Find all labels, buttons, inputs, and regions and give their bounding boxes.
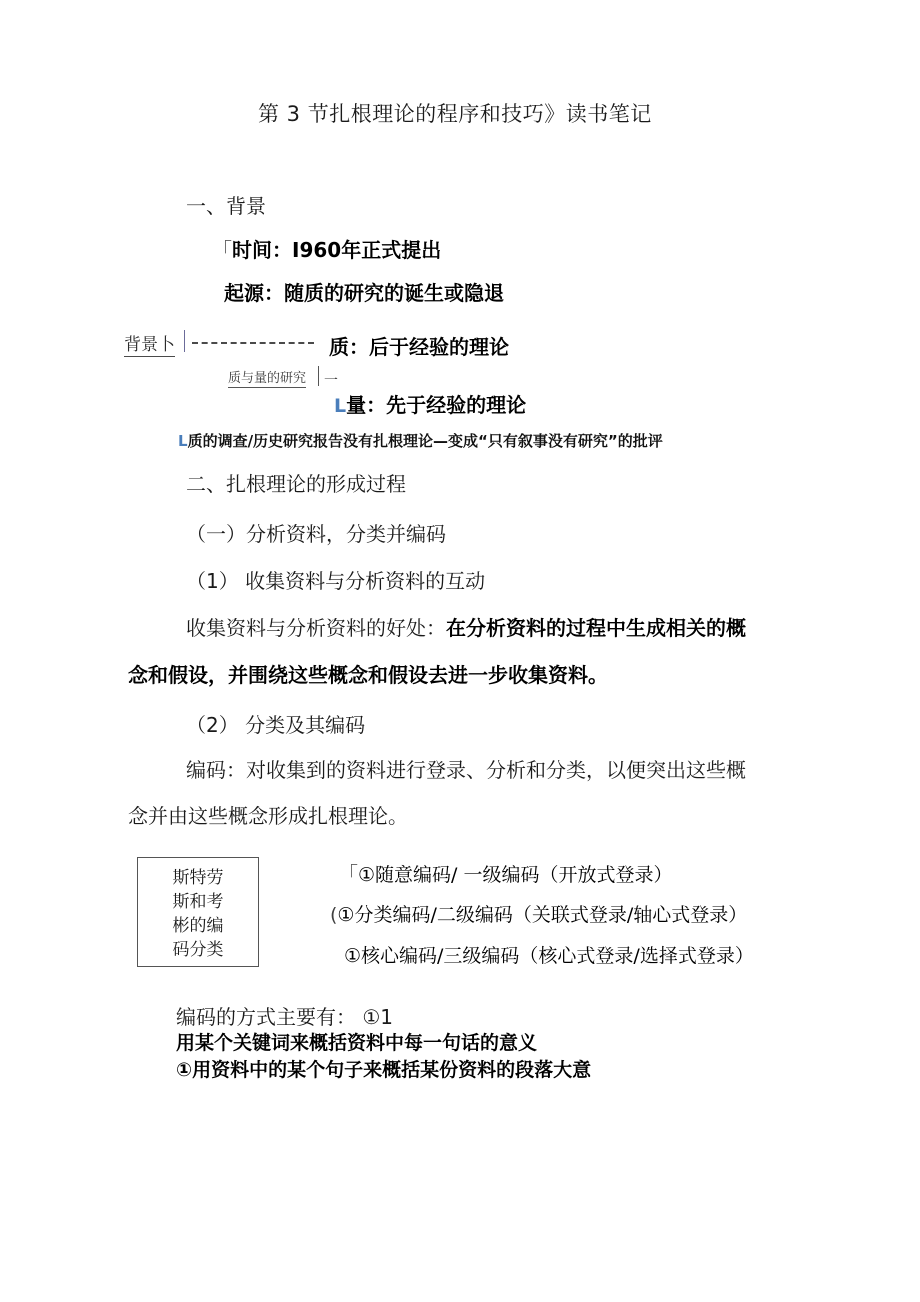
- benefit-prefix: 收集资料与分析资料的好处：: [186, 616, 446, 640]
- diagram-sub-vertical-bar: [318, 366, 319, 386]
- coding-level-1-row: [338, 858, 672, 887]
- coding-definition-line1: 编码：对收集到的资料进行登录、分析和分类，以便突出这些概: [186, 758, 746, 782]
- sub-heading-analyze-data: （一）分析资料，分类并编码: [186, 522, 446, 546]
- box-line-1: 斯特劳: [172, 868, 224, 888]
- diagram-sub-label: 质与量的研究: [228, 367, 306, 388]
- diagram-dashed-connector: [192, 342, 314, 344]
- paren-glyph-icon: (: [330, 904, 338, 926]
- coding-definition-line2: 念并由这些概念形成扎根理论。: [128, 804, 408, 828]
- corner-bracket-icon-2: 「: [338, 862, 358, 886]
- diagram-quantitative-row: [334, 389, 526, 418]
- diagram-critique-row: [178, 430, 663, 451]
- coding-level-2-row: [330, 900, 747, 927]
- coding-level-2: ①分类编码/二级编码（关联式登录/轴心式登录）: [337, 904, 748, 926]
- coding-level-3: ①核心编码/三级编码（核心式登录/选择式登录）: [344, 945, 754, 967]
- corner-l-icon-small: L: [178, 432, 188, 450]
- diagram-quantitative-line: 量：先于经验的理论: [346, 393, 527, 417]
- section-two-heading: 二、扎根理论的形成过程: [186, 472, 406, 496]
- box-line-4: 码分类: [172, 940, 224, 960]
- strauss-corbin-box-text: [138, 866, 258, 962]
- coding-method-1: 用某个关键词来概括资料中每一句话的意义: [176, 1032, 538, 1054]
- corner-bracket-icon: 「: [212, 238, 232, 262]
- corner-l-icon: L: [334, 395, 347, 417]
- diagram-critique-line: 质的调查/历史研究报告没有扎根理论—变成“只有叙事没有研究”的批评: [187, 432, 663, 450]
- diagram-left-label: 背景卜: [124, 330, 175, 357]
- benefit-bold-part1: 在分析资料的过程中生成相关的概: [446, 616, 746, 640]
- item-classification-and-coding: （2） 分类及其编码: [186, 713, 366, 737]
- section-one-heading: 一、背景: [186, 194, 266, 218]
- benefit-paragraph-line1: [186, 612, 746, 641]
- diagram-qualitative-line: 质：后于经验的理论: [329, 335, 509, 359]
- diagram-sub-dash-mark: 一: [324, 373, 338, 389]
- box-line-2: 斯和考: [172, 892, 224, 912]
- coding-level-1: ①随意编码/ 一级编码（开放式登录）: [358, 864, 673, 886]
- time-line-text: 时间：I960年正式提出: [232, 238, 442, 262]
- box-line-3: 彬的编: [172, 916, 224, 936]
- item-collect-analyze-interaction: （1） 收集资料与分析资料的互动: [186, 569, 486, 593]
- origin-line: 起源：随质的研究的诞生或隐退: [224, 281, 504, 305]
- coding-method-2: ①用资料中的某个句子来概括某份资料的段落大意: [176, 1059, 592, 1081]
- benefit-paragraph-line2: 念和假设，并围绕这些概念和假设去进一步收集资料。: [128, 663, 608, 687]
- strauss-corbin-coding-box: [137, 857, 259, 967]
- page-title: 第 3 节扎根理论的程序和技巧》读书笔记: [258, 102, 652, 126]
- coding-methods-intro: 编码的方式主要有： ①1: [176, 1005, 394, 1029]
- diagram-vertical-bar: [184, 330, 185, 352]
- time-line-row: [212, 234, 441, 263]
